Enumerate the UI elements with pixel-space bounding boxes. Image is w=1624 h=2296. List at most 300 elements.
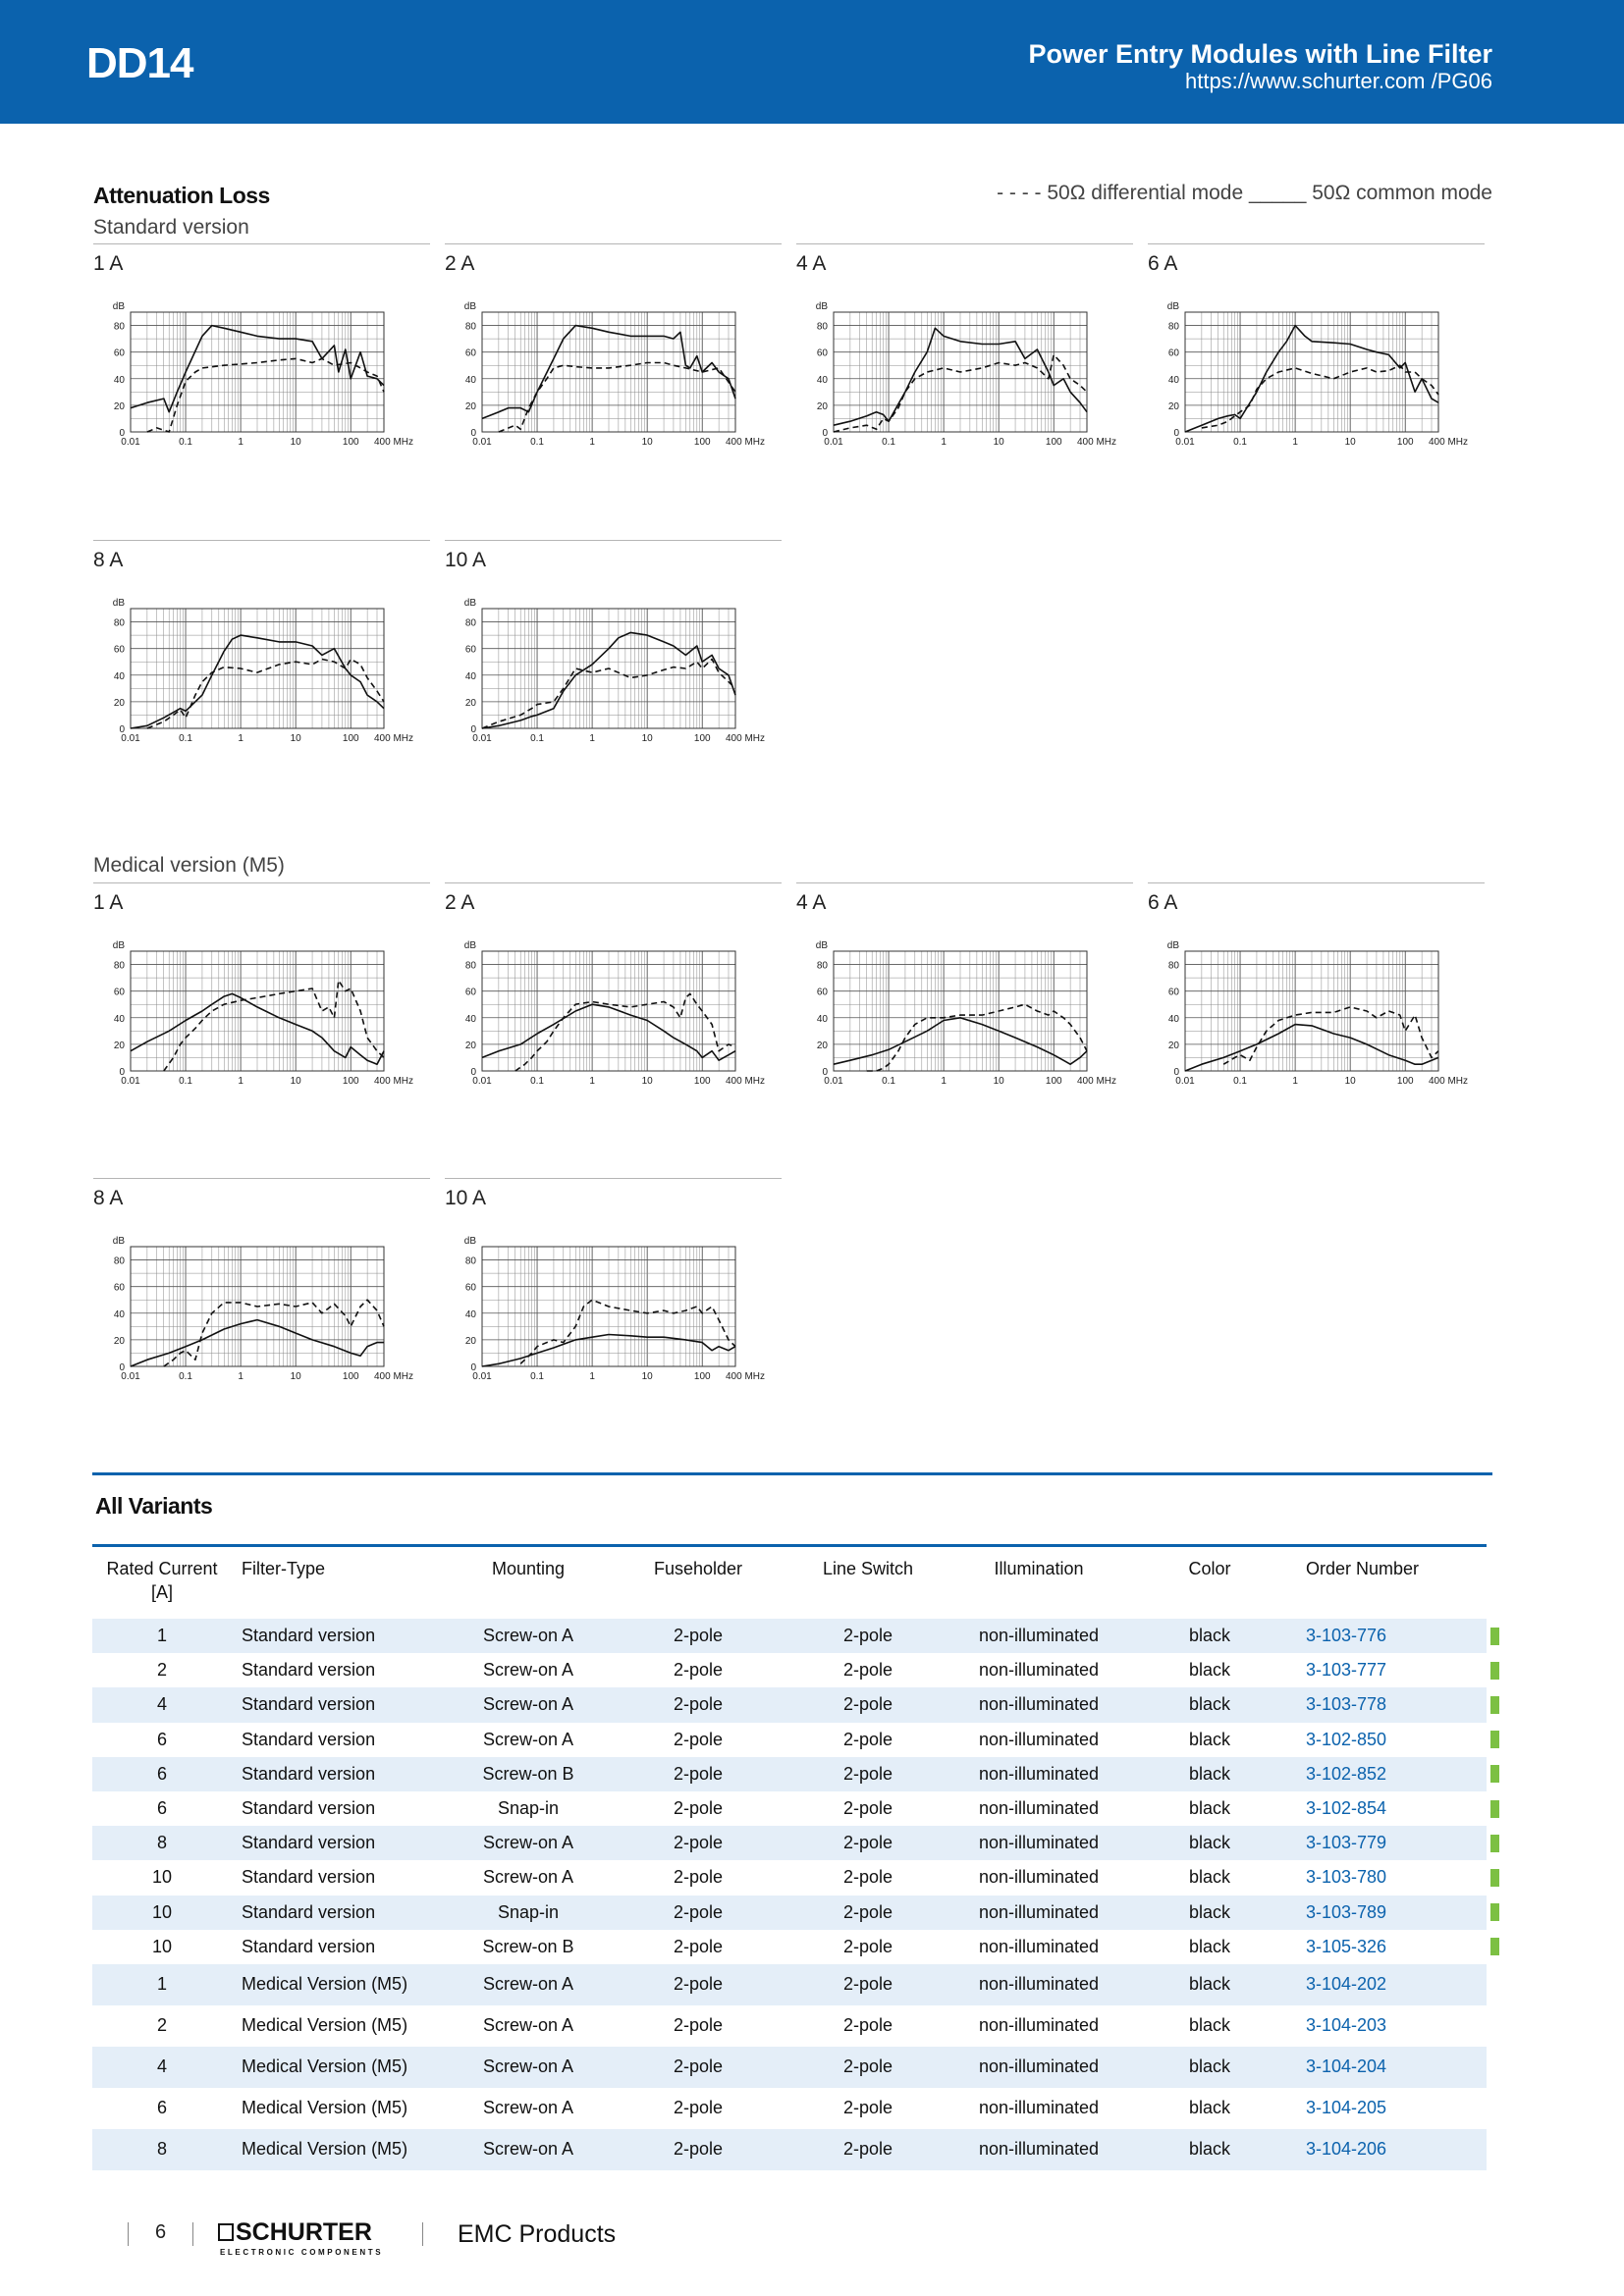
cell-rated-current: 8	[92, 2129, 232, 2170]
cell-illumination: non-illuminated	[941, 2047, 1137, 2088]
y-tick-label: 40	[1167, 374, 1179, 386]
y-tick-label: 80	[113, 960, 125, 972]
y-tick-label: 0	[822, 1067, 828, 1078]
cell-mounting: Screw-on A	[456, 1619, 601, 1653]
cell-fuseholder: 2-pole	[601, 2129, 795, 2170]
chart-top-rule	[445, 243, 782, 244]
cell-illumination: non-illuminated	[941, 1896, 1137, 1930]
page-header	[0, 0, 1624, 124]
y-unit-label: dB	[112, 940, 125, 951]
table-row	[92, 1757, 1487, 1791]
cell-illumination: non-illuminated	[941, 1619, 1137, 1653]
chart-current-label: 1 A	[93, 252, 124, 275]
table-row	[92, 2088, 1487, 2129]
y-tick-label: 20	[113, 1040, 125, 1051]
cell-rated-current: 4	[92, 1687, 232, 1722]
cell-line-switch: 2-pole	[795, 1619, 941, 1653]
table-row	[92, 2047, 1487, 2088]
cell-order-number[interactable]: 3-103-778	[1282, 1687, 1487, 1722]
y-tick-label: 40	[113, 670, 125, 682]
y-tick-label: 60	[464, 987, 476, 998]
cell-mounting: Screw-on A	[482, 2015, 574, 2036]
row-marker	[1490, 1938, 1499, 1955]
y-tick-label: 0	[119, 1067, 125, 1078]
chart-current-label: 8 A	[93, 1187, 124, 1209]
cell-line-switch: 2-pole	[795, 2129, 941, 2170]
x-tick-label: 10	[290, 437, 301, 448]
cell-color: black	[1188, 2098, 1231, 2118]
x-tick-label: 0.01	[121, 1076, 140, 1087]
x-tick-label: 0.01	[121, 437, 140, 448]
logo-mark-icon	[218, 2223, 234, 2241]
cell-fuseholder: 2-pole	[673, 1936, 724, 1956]
x-tick-label: 400 MHz	[1429, 437, 1469, 448]
cell-illumination: non-illuminated	[978, 1798, 1100, 1819]
cell-filter-type: Standard version	[232, 1826, 456, 1860]
row-marker	[1490, 1662, 1499, 1680]
table-row	[92, 1826, 1487, 1860]
cell-mounting: Screw-on A	[456, 2047, 601, 2088]
y-tick-label: 0	[1173, 428, 1179, 439]
cell-rated-current: 8	[92, 1826, 232, 1860]
col-header-label: Rated Current [A]	[106, 1559, 218, 1602]
x-tick-label: 100	[693, 437, 711, 448]
table-header-row	[92, 1546, 1487, 1620]
y-tick-label: 60	[464, 644, 476, 656]
col-header-order-number: Order Number	[1306, 1559, 1420, 1578]
table-row	[92, 1619, 1487, 1653]
chart-top-rule	[93, 243, 430, 244]
y-tick-label: 0	[822, 428, 828, 439]
chart-current-label: 2 A	[445, 891, 475, 914]
cell-rated-current: 6	[156, 1729, 167, 1749]
y-tick-label: 40	[816, 1013, 828, 1025]
y-tick-label: 60	[816, 347, 828, 359]
cell-filter-type: Medical Version (M5)	[232, 2047, 456, 2088]
table-row	[92, 1653, 1487, 1687]
cell-illumination: non-illuminated	[941, 1826, 1137, 1860]
cell-color: black	[1137, 1619, 1282, 1653]
cell-order-number[interactable]: 3-103-779	[1282, 1826, 1487, 1860]
cell-line-switch: 2-pole	[795, 1964, 941, 2005]
cell-color: black	[1188, 1867, 1231, 1888]
cell-mounting: Screw-on B	[456, 1757, 601, 1791]
y-unit-label: dB	[463, 940, 476, 951]
attenuation-chart	[445, 591, 769, 763]
cell-color: black	[1188, 2015, 1231, 2036]
x-tick-label: 0.01	[824, 437, 843, 448]
cell-filter-type: Standard version	[242, 1798, 376, 1819]
y-tick-label: 60	[464, 347, 476, 359]
cell-fuseholder: 2-pole	[601, 2047, 795, 2088]
cell-mounting: Snap-in	[497, 1798, 560, 1819]
chart-current-label: 6 A	[1148, 252, 1178, 275]
row-marker	[1490, 1835, 1499, 1852]
cell-mounting: Screw-on A	[456, 1964, 601, 2005]
row-marker	[1490, 1765, 1499, 1783]
y-tick-label: 60	[113, 644, 125, 656]
x-tick-label: 1	[1292, 1076, 1298, 1087]
x-tick-label: 1	[941, 1076, 947, 1087]
cell-line-switch: 2-pole	[795, 2047, 941, 2088]
footer-separator	[192, 2222, 193, 2246]
x-tick-label: 1	[238, 733, 244, 744]
row-marker	[1490, 1696, 1499, 1714]
chart-top-rule	[93, 1178, 430, 1179]
chart-top-rule	[796, 882, 1133, 883]
x-tick-label: 400 MHz	[1077, 437, 1117, 448]
x-tick-label: 1	[589, 1371, 595, 1382]
chart-top-rule	[445, 540, 782, 541]
cell-line-switch: 2-pole	[795, 1687, 941, 1722]
col-header-color: Color	[1188, 1559, 1231, 1578]
chart-top-rule	[1148, 243, 1485, 244]
y-unit-label: dB	[1166, 301, 1179, 312]
footer-separator	[128, 2222, 129, 2246]
cell-rated-current: 6	[156, 2098, 167, 2118]
cell-filter-type: Medical Version (M5)	[242, 2015, 408, 2036]
cell-rated-current: 6	[92, 1757, 232, 1791]
cell-line-switch: 2-pole	[842, 1660, 893, 1681]
x-tick-label: 10	[641, 1371, 653, 1382]
x-tick-label: 0.1	[882, 1076, 896, 1087]
y-tick-label: 0	[470, 428, 476, 439]
table-row	[92, 1687, 1487, 1722]
cell-color: black	[1188, 1660, 1231, 1681]
y-tick-label: 40	[464, 1308, 476, 1320]
y-tick-label: 40	[464, 670, 476, 682]
col-header-filter-type: Filter-Type	[242, 1559, 326, 1578]
x-tick-label: 400 MHz	[374, 1076, 414, 1087]
col-header-illumination: Illumination	[994, 1559, 1084, 1578]
y-unit-label: dB	[1166, 940, 1179, 951]
chart-current-label: 1 A	[93, 891, 124, 914]
cell-illumination: non-illuminated	[978, 2015, 1100, 2036]
cell-line-switch: 2-pole	[795, 1757, 941, 1791]
chart-legend: - - - - 50Ω differential mode _____ 50Ω common mode	[997, 182, 1492, 204]
y-tick-label: 0	[470, 1067, 476, 1078]
y-tick-label: 80	[464, 617, 476, 629]
x-tick-label: 100	[693, 1371, 711, 1382]
cell-rated-current: 6	[156, 1798, 167, 1819]
y-tick-label: 40	[113, 1013, 125, 1025]
col-header-mounting: Mounting	[491, 1559, 566, 1578]
chart-current-label: 4 A	[796, 891, 827, 914]
y-tick-label: 80	[464, 1255, 476, 1267]
x-tick-label: 0.01	[472, 437, 492, 448]
x-tick-label: 0.01	[1175, 437, 1195, 448]
y-unit-label: dB	[463, 301, 476, 312]
cell-line-switch: 2-pole	[842, 2098, 893, 2118]
y-tick-label: 80	[113, 617, 125, 629]
cell-mounting: Screw-on A	[456, 1687, 601, 1722]
cell-rated-current: 10	[151, 1936, 173, 1956]
cell-rated-current: 1	[92, 1964, 232, 2005]
table-row	[92, 1964, 1487, 2005]
x-tick-label: 400 MHz	[726, 1371, 766, 1382]
cell-filter-type: Standard version	[242, 1660, 376, 1681]
cell-order-number[interactable]: 3-102-850	[1306, 1729, 1387, 1749]
cell-filter-type: Medical Version (M5)	[232, 2129, 456, 2170]
cell-color: black	[1137, 1826, 1282, 1860]
y-tick-label: 0	[470, 724, 476, 735]
x-tick-label: 0.01	[824, 1076, 843, 1087]
y-unit-label: dB	[112, 598, 125, 609]
x-tick-label: 0.1	[179, 1076, 193, 1087]
cell-order-number[interactable]: 3-103-780	[1306, 1867, 1387, 1888]
cell-line-switch: 2-pole	[842, 1729, 893, 1749]
x-tick-label: 400 MHz	[374, 733, 414, 744]
table-row	[92, 1723, 1487, 1757]
cell-order-number[interactable]: 3-102-852	[1282, 1757, 1487, 1791]
x-tick-label: 400 MHz	[1429, 1076, 1469, 1087]
y-unit-label: dB	[112, 1236, 125, 1247]
page-footer	[0, 2218, 1624, 2258]
cell-color: black	[1137, 1687, 1282, 1722]
x-tick-label: 1	[589, 437, 595, 448]
x-tick-label: 1	[589, 1076, 595, 1087]
cell-order-number[interactable]: 3-104-202	[1282, 1964, 1487, 2005]
row-marker	[1490, 1869, 1499, 1887]
attenuation-chart	[93, 1229, 417, 1401]
chart-current-label: 10 A	[445, 549, 487, 571]
cell-illumination: non-illuminated	[941, 1964, 1137, 2005]
chart-top-rule	[445, 882, 782, 883]
cell-fuseholder: 2-pole	[673, 2015, 724, 2036]
y-tick-label: 40	[113, 374, 125, 386]
attenuation-chart	[445, 294, 769, 466]
cell-color: black	[1137, 2047, 1282, 2088]
y-tick-label: 80	[816, 960, 828, 972]
y-tick-label: 20	[113, 697, 125, 709]
x-tick-label: 0.1	[882, 437, 896, 448]
cell-mounting: Screw-on A	[482, 1867, 574, 1888]
y-tick-label: 20	[464, 697, 476, 709]
y-tick-label: 20	[464, 1040, 476, 1051]
y-unit-label: dB	[815, 940, 828, 951]
logo-subtitle: ELECTRONIC COMPONENTS	[220, 2248, 384, 2257]
x-tick-label: 0.01	[472, 733, 492, 744]
chart-current-label: 2 A	[445, 252, 475, 275]
y-tick-label: 40	[816, 374, 828, 386]
cell-rated-current: 10	[92, 1896, 232, 1930]
x-tick-label: 10	[641, 437, 653, 448]
x-tick-label: 1	[589, 733, 595, 744]
y-tick-label: 0	[119, 724, 125, 735]
y-tick-label: 20	[816, 1040, 828, 1051]
section-name: EMC Products	[458, 2220, 617, 2248]
x-tick-label: 0.1	[530, 1371, 545, 1382]
x-tick-label: 1	[1292, 437, 1298, 448]
x-tick-label: 100	[342, 733, 359, 744]
x-tick-label: 100	[342, 437, 359, 448]
x-tick-label: 0.1	[530, 1076, 545, 1087]
x-tick-label: 0.1	[530, 733, 545, 744]
y-tick-label: 60	[113, 987, 125, 998]
y-tick-label: 20	[113, 400, 125, 412]
cell-order-number[interactable]: 3-104-204	[1282, 2047, 1487, 2088]
y-tick-label: 20	[464, 400, 476, 412]
y-tick-label: 40	[1167, 1013, 1179, 1025]
cell-color: black	[1188, 1798, 1231, 1819]
x-tick-label: 0.01	[121, 733, 140, 744]
cell-order-number[interactable]: 3-105-326	[1306, 1936, 1387, 1956]
x-tick-label: 10	[641, 1076, 653, 1087]
cell-order-number[interactable]: 3-104-203	[1306, 2015, 1387, 2036]
cell-fuseholder: 2-pole	[601, 1826, 795, 1860]
medical-version-label: Medical version (M5)	[93, 854, 285, 877]
x-tick-label: 100	[1045, 1076, 1062, 1087]
row-marker	[1490, 1800, 1499, 1818]
x-tick-label: 1	[238, 1371, 244, 1382]
cell-order-number[interactable]: 3-102-854	[1306, 1798, 1387, 1819]
cell-filter-type: Standard version	[242, 1729, 376, 1749]
cell-illumination: non-illuminated	[941, 1687, 1137, 1722]
cell-fuseholder: 2-pole	[601, 1896, 795, 1930]
y-tick-label: 60	[816, 987, 828, 998]
x-tick-label: 0.1	[179, 733, 193, 744]
x-tick-label: 100	[1396, 437, 1414, 448]
y-unit-label: dB	[815, 301, 828, 312]
cell-filter-type: Standard version	[232, 1619, 456, 1653]
cell-mounting: Screw-on B	[482, 1936, 574, 1956]
chart-top-rule	[445, 1178, 782, 1179]
product-url[interactable]: https://www.schurter.com /PG06	[1184, 69, 1492, 93]
cell-fuseholder: 2-pole	[601, 1757, 795, 1791]
logo-text: SCHURTER	[236, 2218, 372, 2246]
table-row	[92, 1896, 1487, 1930]
cell-line-switch: 2-pole	[842, 1936, 893, 1956]
y-unit-label: dB	[112, 301, 125, 312]
y-tick-label: 80	[464, 960, 476, 972]
cell-order-number[interactable]: 3-103-776	[1282, 1619, 1487, 1653]
cell-illumination: non-illuminated	[941, 2129, 1137, 2170]
cell-order-number[interactable]: 3-103-777	[1306, 1660, 1387, 1681]
attenuation-chart	[93, 294, 417, 466]
attenuation-chart	[93, 934, 417, 1105]
section-divider	[92, 1472, 1492, 1475]
y-tick-label: 60	[1167, 347, 1179, 359]
y-tick-label: 60	[464, 1282, 476, 1294]
cell-filter-type: Medical Version (M5)	[232, 1964, 456, 2005]
cell-illumination: non-illuminated	[941, 1757, 1137, 1791]
cell-illumination: non-illuminated	[978, 1660, 1100, 1681]
x-tick-label: 0.1	[179, 437, 193, 448]
table-row	[92, 1791, 1487, 1826]
cell-mounting: Snap-in	[456, 1896, 601, 1930]
y-tick-label: 80	[464, 321, 476, 333]
x-tick-label: 10	[1344, 1076, 1356, 1087]
y-tick-label: 60	[1167, 987, 1179, 998]
attenuation-title: Attenuation Loss	[93, 183, 270, 208]
x-tick-label: 400 MHz	[1077, 1076, 1117, 1087]
x-tick-label: 10	[993, 1076, 1004, 1087]
y-tick-label: 20	[1167, 400, 1179, 412]
cell-mounting: Screw-on A	[482, 1660, 574, 1681]
cell-fuseholder: 2-pole	[601, 1619, 795, 1653]
product-model: DD14	[86, 39, 193, 87]
cell-illumination: non-illuminated	[978, 1867, 1100, 1888]
cell-filter-type: Standard version	[232, 1687, 456, 1722]
cell-mounting: Screw-on A	[482, 2098, 574, 2118]
cell-rated-current: 2	[156, 2015, 167, 2036]
cell-fuseholder: 2-pole	[601, 1964, 795, 2005]
x-tick-label: 0.1	[179, 1371, 193, 1382]
cell-rated-current: 10	[151, 1867, 173, 1888]
chart-top-rule	[1148, 882, 1485, 883]
cell-color: black	[1188, 1729, 1231, 1749]
schurter-logo	[218, 2218, 372, 2247]
page-number: 6	[155, 2221, 167, 2243]
y-tick-label: 0	[119, 428, 125, 439]
col-header-line-switch: Line Switch	[822, 1559, 914, 1578]
y-tick-label: 80	[1167, 960, 1179, 972]
x-tick-label: 0.01	[1175, 1076, 1195, 1087]
cell-order-number[interactable]: 3-103-789	[1282, 1896, 1487, 1930]
x-tick-label: 0.01	[472, 1076, 492, 1087]
x-tick-label: 0.01	[472, 1371, 492, 1382]
cell-illumination: non-illuminated	[978, 2098, 1100, 2118]
y-tick-label: 40	[113, 1308, 125, 1320]
cell-color: black	[1137, 1757, 1282, 1791]
x-tick-label: 0.01	[121, 1371, 140, 1382]
cell-line-switch: 2-pole	[842, 1798, 893, 1819]
y-tick-label: 20	[113, 1335, 125, 1347]
cell-illumination: non-illuminated	[978, 1729, 1100, 1749]
cell-order-number[interactable]: 3-104-206	[1282, 2129, 1487, 2170]
y-tick-label: 20	[1167, 1040, 1179, 1051]
cell-filter-type: Standard version	[232, 1896, 456, 1930]
attenuation-chart	[1148, 294, 1472, 466]
cell-rated-current: 1	[92, 1619, 232, 1653]
y-tick-label: 20	[464, 1335, 476, 1347]
cell-rated-current: 4	[92, 2047, 232, 2088]
attenuation-chart	[796, 934, 1120, 1105]
x-tick-label: 1	[941, 437, 947, 448]
cell-mounting: Screw-on A	[456, 1826, 601, 1860]
x-tick-label: 100	[342, 1371, 359, 1382]
table-row	[92, 2129, 1487, 2170]
chart-top-rule	[796, 243, 1133, 244]
cell-color: black	[1137, 2129, 1282, 2170]
y-tick-label: 80	[1167, 321, 1179, 333]
x-tick-label: 0.1	[1233, 437, 1248, 448]
x-tick-label: 100	[1396, 1076, 1414, 1087]
variants-table	[92, 1544, 1487, 2170]
x-tick-label: 400 MHz	[374, 1371, 414, 1382]
cell-filter-type: Standard version	[242, 1867, 376, 1888]
y-tick-label: 80	[113, 321, 125, 333]
y-tick-label: 60	[113, 1282, 125, 1294]
y-tick-label: 0	[470, 1362, 476, 1373]
chart-current-label: 10 A	[445, 1187, 487, 1209]
footer-separator	[422, 2222, 423, 2246]
chart-current-label: 4 A	[796, 252, 827, 275]
x-tick-label: 1	[238, 1076, 244, 1087]
x-tick-label: 10	[290, 1076, 301, 1087]
y-tick-label: 0	[1173, 1067, 1179, 1078]
x-tick-label: 100	[1045, 437, 1062, 448]
x-tick-label: 1	[238, 437, 244, 448]
row-marker	[1490, 1628, 1499, 1645]
cell-color: black	[1188, 1936, 1231, 1956]
y-tick-label: 40	[464, 1013, 476, 1025]
standard-version-label: Standard version	[93, 216, 249, 239]
cell-illumination: non-illuminated	[978, 1936, 1100, 1956]
table-row	[92, 2005, 1487, 2047]
cell-fuseholder: 2-pole	[673, 1798, 724, 1819]
cell-order-number[interactable]: 3-104-205	[1306, 2098, 1387, 2118]
